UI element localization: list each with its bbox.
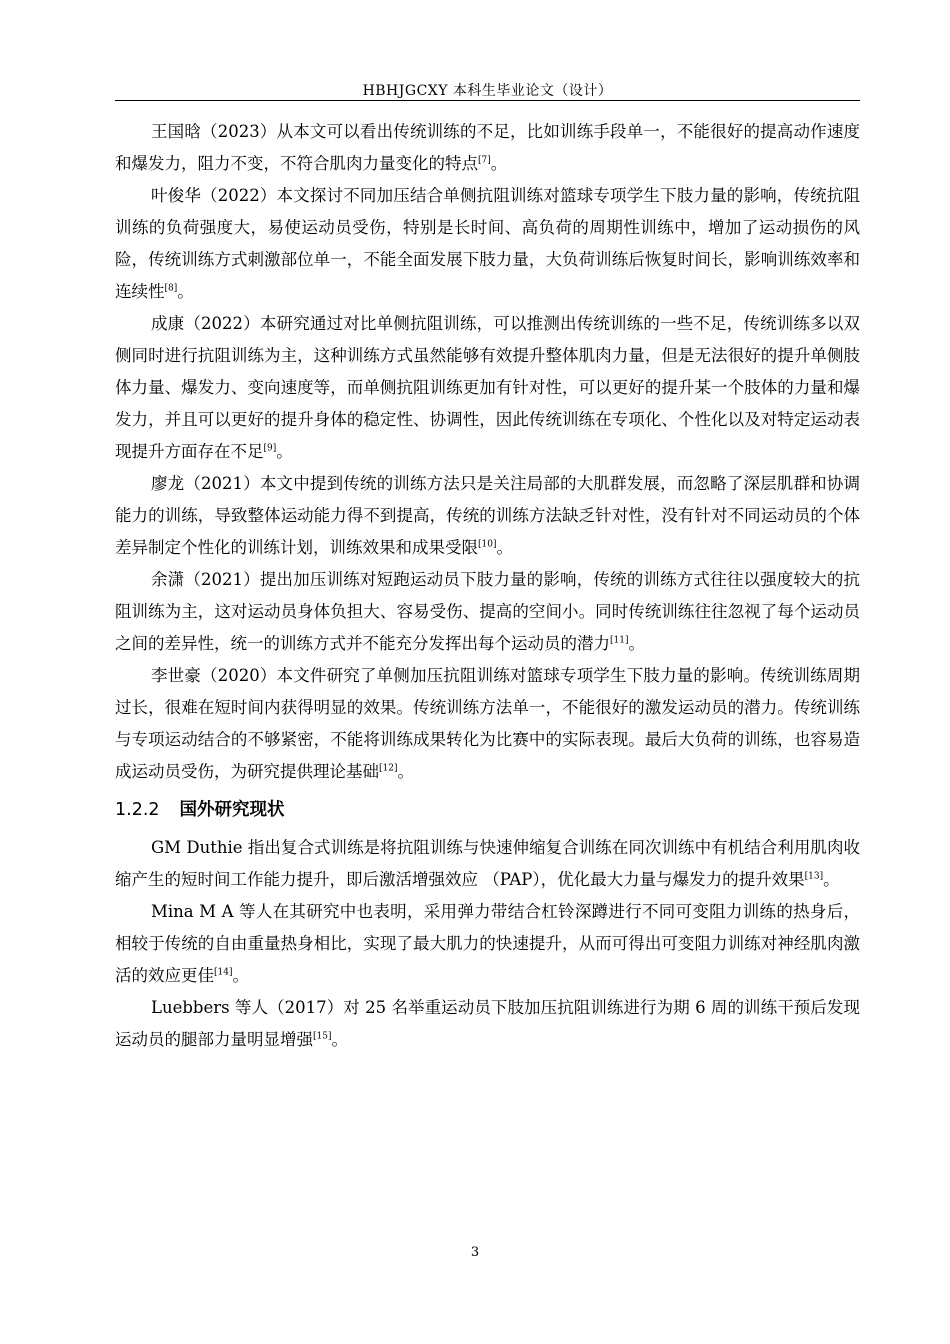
paragraph-end: 。 <box>397 762 414 781</box>
section-number: 1.2.2 <box>115 800 160 820</box>
paragraph-text: 成康（2022）本研究通过对比单侧抗阻训练，可以推测出传统训练的一些不足，传统训练多以双侧同时进行抗阻训练为主，这种训练方式虽然能够有效提升整体肌肉力量，但是无法很好的提升单侧肢体力量、爆发力、变向速度等，而单侧抗阻训练更加有针对性，可以更好的提升某一个肢体的力量和爆发力，并且可以更好的提升身体的稳定性、协调性，因此传统训练在专项化、个性化以及对特定运动表现提升方面存在不足 <box>115 314 860 461</box>
citation-ref: [14] <box>214 967 233 978</box>
paragraph-text: Luebbers 等人（2017）对 25 名举重运动员下肢加压抗阻训练进行为期 6 周的训练干预后发现运动员的腿部力量明显增强 <box>115 998 860 1049</box>
paragraph-text: 廖龙（2021）本文中提到传统的训练方法只是关注局部的大肌群发展，而忽略了深层肌群和协调能力的训练，导致整体运动能力得不到提高，传统的训练方法缺乏针对性，没有针对不同运动员的个体差异制定个性化的训练计划，训练效果和成果受限 <box>115 474 860 557</box>
citation-ref: [11] <box>610 635 629 646</box>
paragraph-text: 王国晗（2023）从本文可以看出传统训练的不足，比如训练手段单一，不能很好的提高动作速度和爆发力，阻力不变，不符合肌肉力量变化的特点 <box>115 122 860 173</box>
citation-ref: [15] <box>313 1031 332 1042</box>
section-title: 国外研究现状 <box>179 800 285 820</box>
paragraph-text: 余潇（2021）提出加压训练对短跑运动员下肢力量的影响，传统的训练方式往往以强度较大的抗阻训练为主，这对运动员身体负担大、容易受伤、提高的空间小。同时传统训练往往忽视了每个运动员之间的差异性，统一的训练方式并不能充分发挥出每个运动员的潜力 <box>115 570 860 653</box>
paragraph-end: 。 <box>628 634 645 653</box>
citation-ref: [12] <box>379 763 398 774</box>
paragraph-end: 。 <box>823 870 840 889</box>
paragraph-end: 。 <box>276 442 293 461</box>
paragraph-end: 。 <box>232 966 249 985</box>
header-divider <box>115 100 860 101</box>
paragraph-text: GM Duthie 指出复合式训练是将抗阻训练与快速伸缩复合训练在同次训练中有机结合利用肌肉收缩产生的短时间工作能力提升，即后激活增强效应 （PAP），优化最大力量与爆发力的提升效果 <box>115 838 860 889</box>
citation-ref: [7] <box>478 155 491 166</box>
paragraph-text: 李世豪（2020）本文件研究了单侧加压抗阻训练对篮球专项学生下肢力量的影响。传统训练周期过长，很难在短时间内获得明显的效果。传统训练方法单一，不能很好的激发运动员的潜力。传统训练与专项运动结合的不够紧密，不能将训练成果转化为比赛中的实际表现。最后大负荷的训练，也容易造成运动员受伤，为研究提供理论基础 <box>115 666 860 781</box>
paragraph-cheng-kang <box>115 308 860 468</box>
paragraph-text: 叶俊华（2022）本文探讨不同加压结合单侧抗阻训练对篮球专项学生下肢力量的影响，传统抗阻训练的负荷强度大，易使运动员受伤，特别是长时间、高负荷的周期性训练中，增加了运动损伤的风险，传统训练方式刺激部位单一，不能全面发展下肢力量，大负荷训练后恢复时间长，影响训练效率和连续性 <box>115 186 860 301</box>
paragraph-ye-junhua <box>115 180 860 308</box>
paragraph-end: 。 <box>331 1030 348 1049</box>
citation-ref: [10] <box>478 539 497 550</box>
paragraph-li-shihao <box>115 660 860 788</box>
paragraph-text: Mina M A 等人在其研究中也表明，采用弹力带结合杠铃深蹲进行不同可变阻力训练的热身后，相较于传统的自由重量热身相比，实现了最大肌力的快速提升，从而可得出可变阻力训练对神经肌肉激活的效应更佳 <box>115 902 860 985</box>
citation-ref: [8] <box>164 283 178 294</box>
section-heading <box>115 794 860 826</box>
paragraph-yu-xiao <box>115 564 860 660</box>
paragraph-mina <box>115 896 860 992</box>
page-number: 3 <box>470 1245 480 1260</box>
page-header: HBHJGCXY 本科生毕业论文（设计） <box>362 83 613 99</box>
paragraph-liao-long <box>115 468 860 564</box>
paragraph-end: 。 <box>490 154 508 173</box>
body-text <box>115 116 860 1056</box>
paragraph-duthie <box>115 832 860 896</box>
citation-ref: [9] <box>263 443 277 454</box>
paragraph-end: 。 <box>177 282 194 301</box>
paragraph-luebbers <box>115 992 860 1056</box>
paragraph-wang-guohan <box>115 116 860 180</box>
paragraph-end: 。 <box>496 538 513 557</box>
citation-ref: [13] <box>804 871 824 882</box>
